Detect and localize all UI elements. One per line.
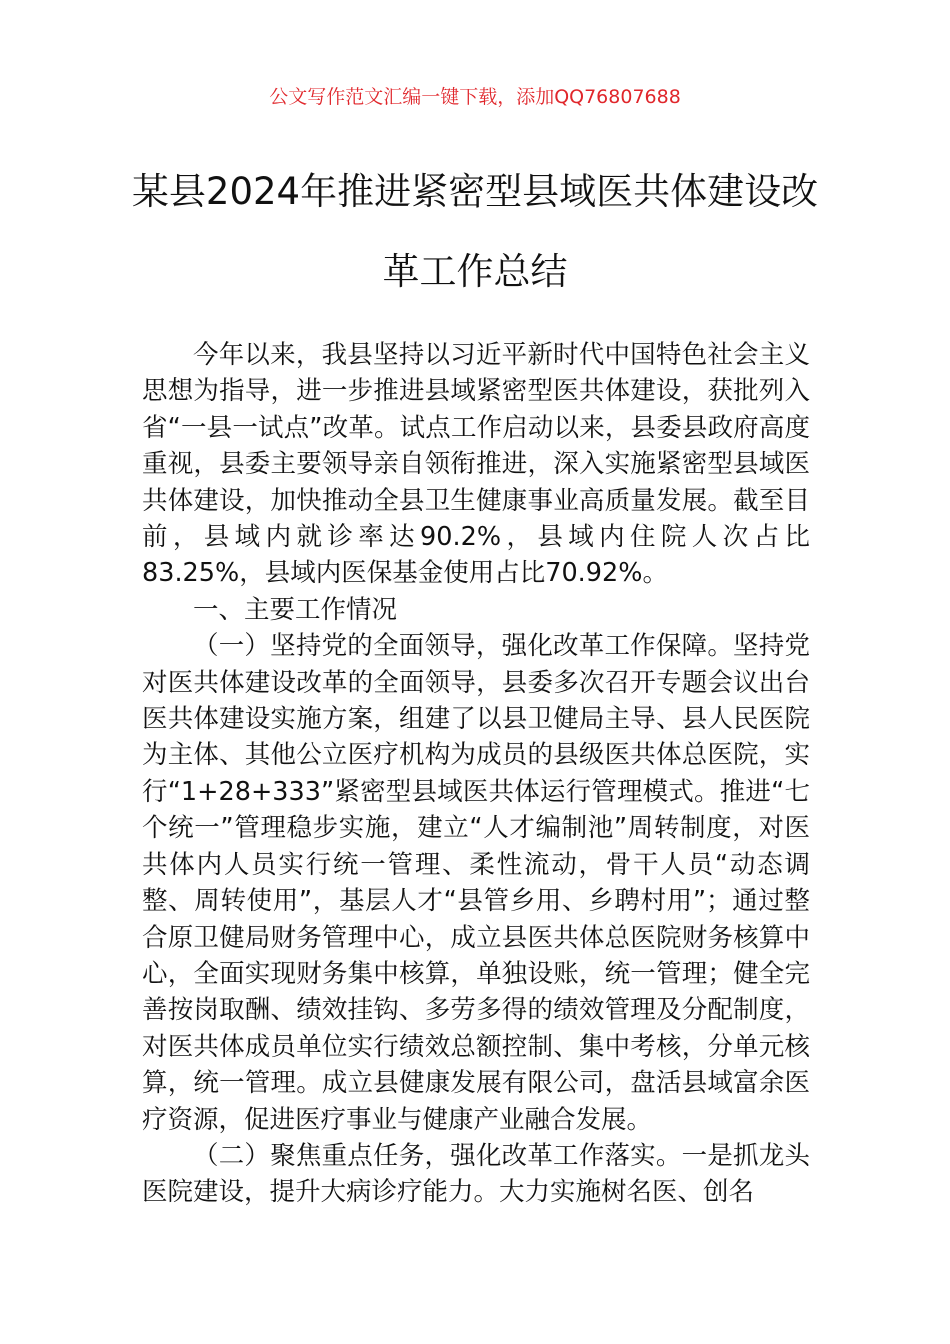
- subsection-paragraph-2: （二）聚焦重点任务，强化改革工作落实。一是抓龙头医院建设，提升大病诊疗能力。大力实施树名医、创名: [142, 1140, 810, 1208]
- section-heading-main-work: 一、主要工作情况: [193, 594, 398, 625]
- intro-paragraph: 今年以来，我县坚持以习近平新时代中国特色社会主义思想为指导，进一步推进县域紧密型医共体建设，获批列入省“一县一试点”改革。试点工作启动以来，县委县政府高度重视，县委主要领导亲自领衔推进，深入实施紧密型县域医共体建设，加快推动全县卫生健康事业高质量发展。截至目前，县域内就诊率达90.2%，县域内住院人次占比83.25%，县域内医保基金使用占比70.92%。: [142, 340, 810, 589]
- document-title: 某县2024年推进紧密型县域医共体建设改革工作总结: [131, 170, 819, 293]
- document-body: [142, 337, 810, 1211]
- download-watermark: 公文写作范文汇编一键下载，添加QQ76807688: [269, 86, 681, 108]
- subsection-paragraph-1: （一）坚持党的全面领导，强化改革工作保障。坚持党对医共体建设改革的全面领导，县委多次召开专题会议出台医共体建设实施方案，组建了以县卫健局主导、县人民医院为主体、其他公立医疗机构为成员的县级医共体总医院，实行“1+28+333”紧密型县域医共体运行管理模式。推进“七个统一”管理稳步实施，建立“人才编制池”周转制度，对医共体内人员实行统一管理、柔性流动，骨干人员“动态调整、周转使用”，基层人才“县管乡用、乡聘村用”；通过整合原卫健局财务管理中心，成立县医共体总医院财务核算中心，全面实现财务集中核算，单独设账，统一管理；健全完善按岗取酬、绩效挂钩、多劳多得的绩效管理及分配制度，对医共体成员单位实行绩效总额控制、集中考核，分单元核算，统一管理。成立县健康发展有限公司，盘活县域富余医疗资源，促进医疗事业与健康产业融合发展。: [142, 631, 810, 1135]
